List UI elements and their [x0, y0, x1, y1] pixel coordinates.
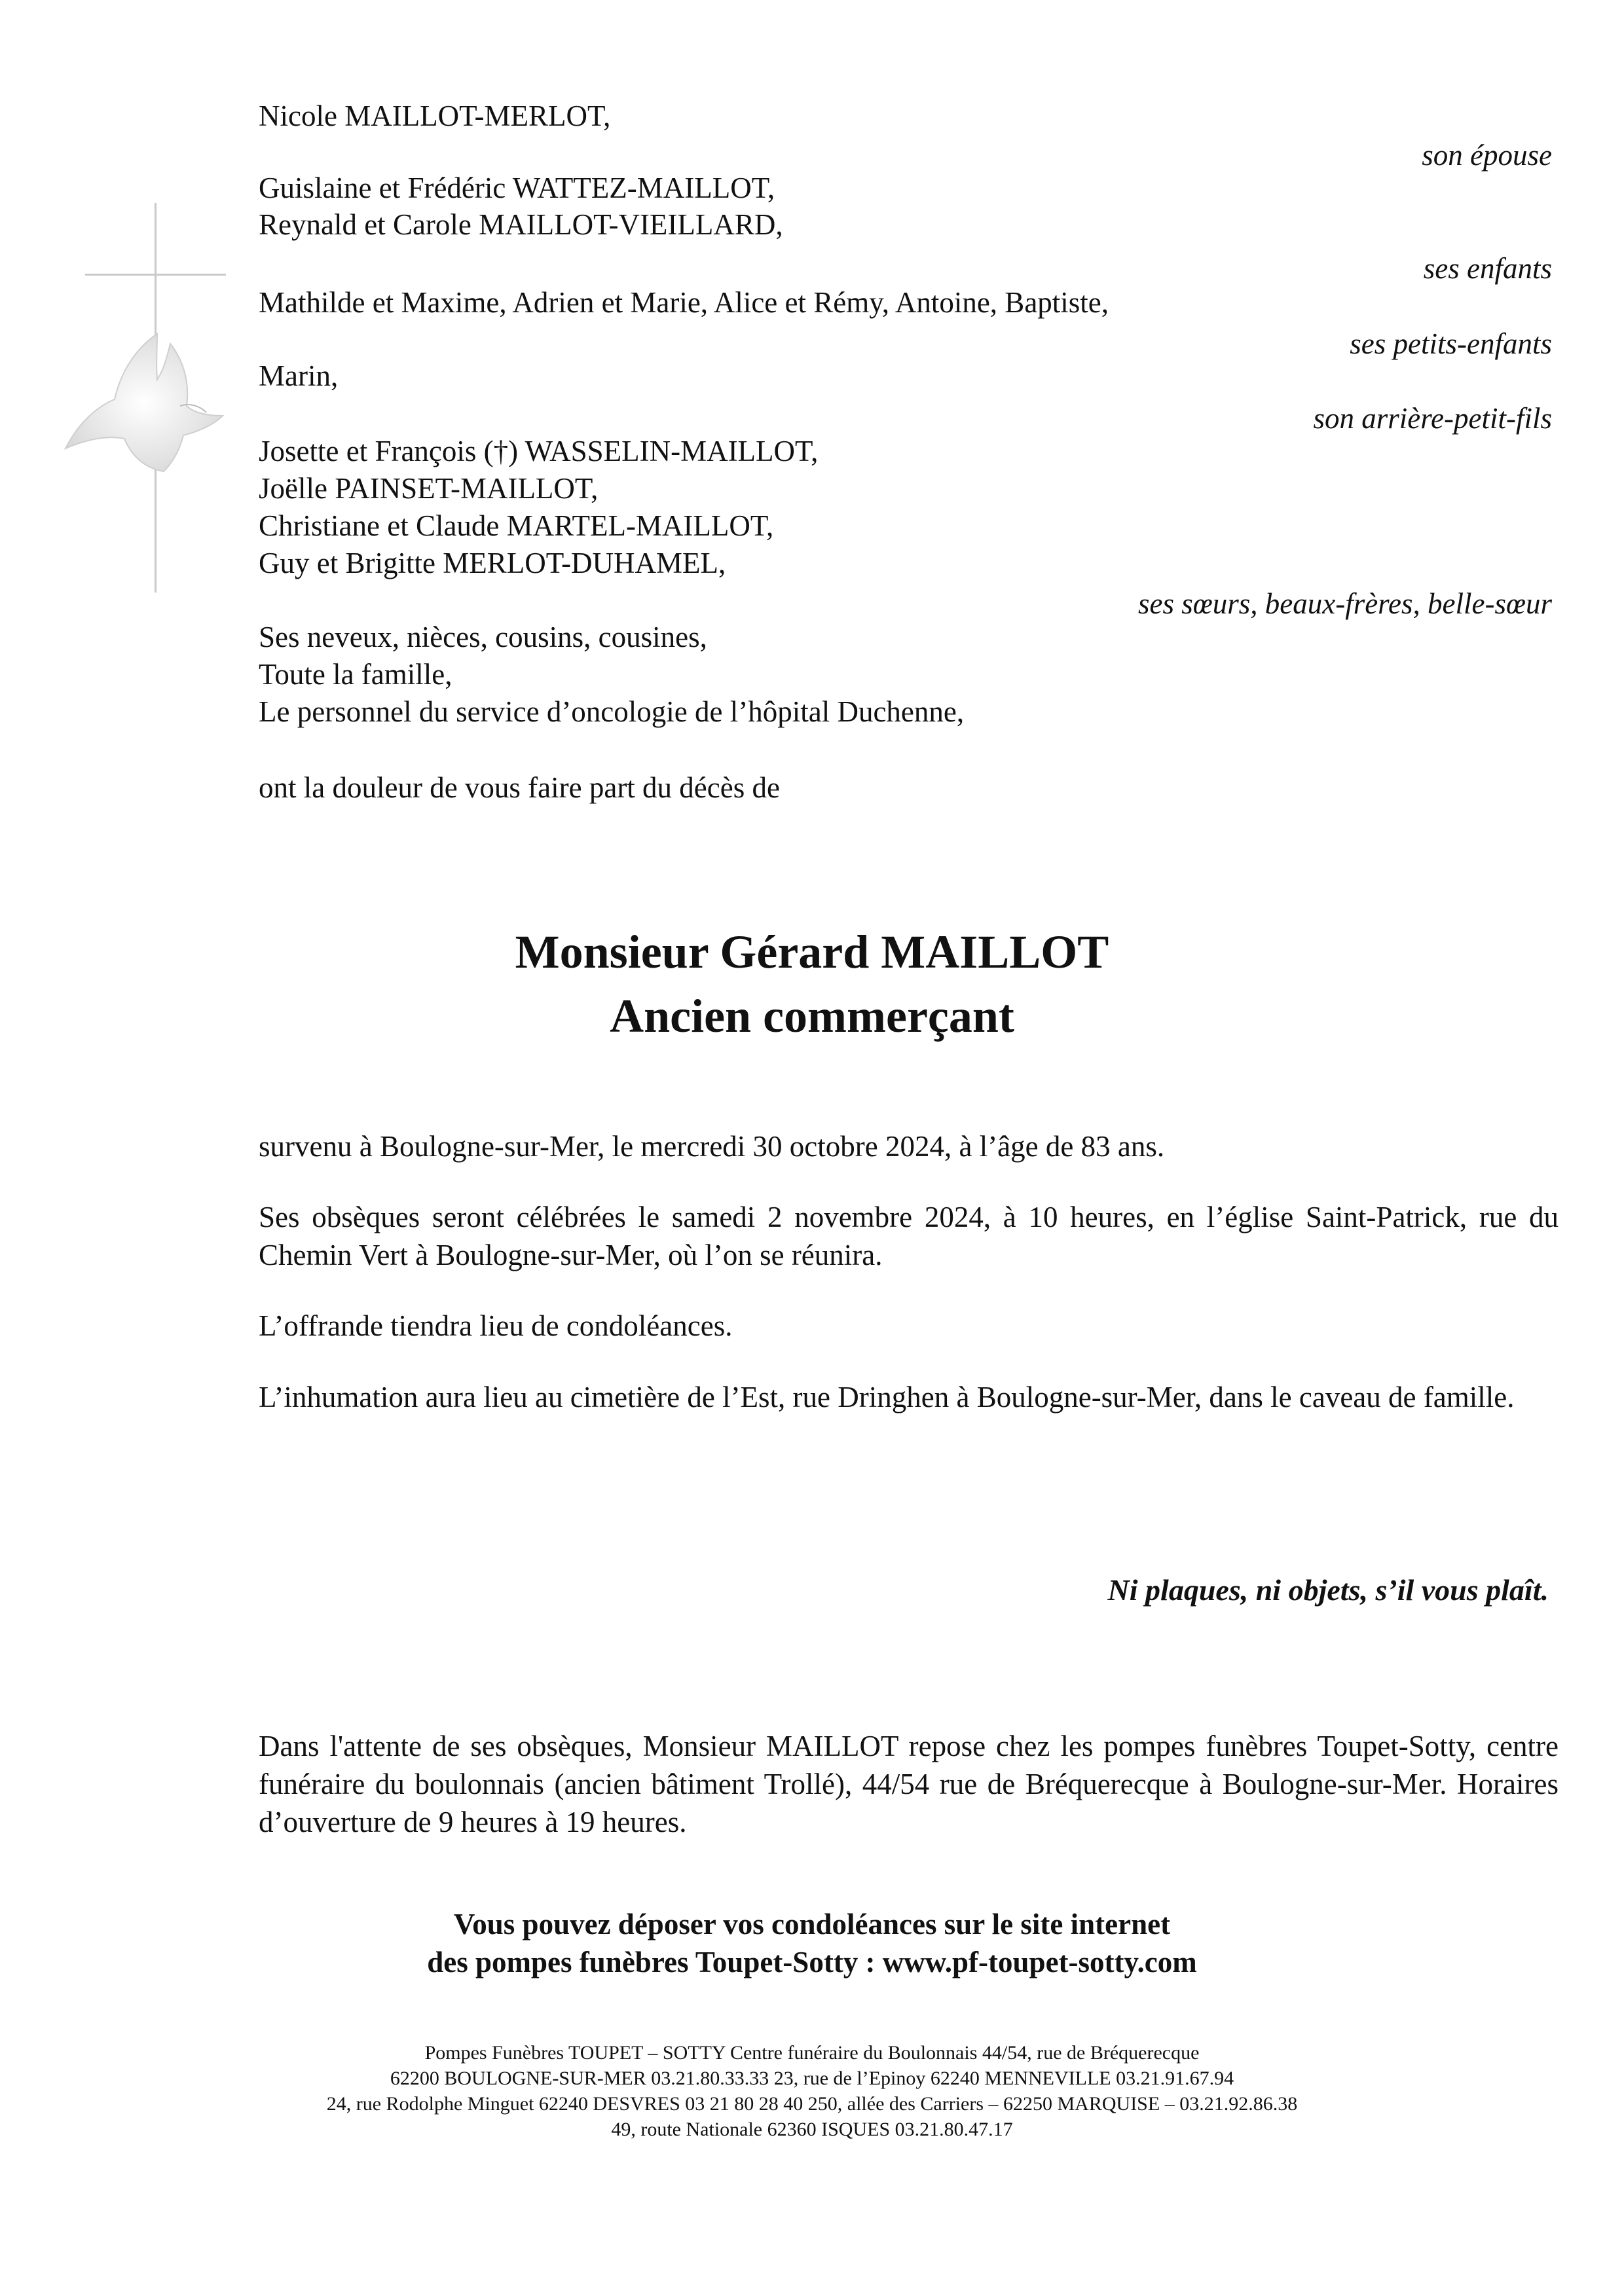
footer-line: 49, route Nationale 62360 ISQUES 03.21.80.47.17 — [611, 2119, 1013, 2140]
family-grandchildren-names: Mathilde et Maxime, Adrien et Marie, Alice et Rémy, Antoine, Baptiste, — [259, 286, 1109, 319]
dove-icon — [59, 308, 229, 504]
footer-line: Pompes Funèbres TOUPET – SOTTY Centre funéraire du Boulonnais 44/54, rue de Bréquerecque — [424, 2042, 1200, 2064]
family-great-grandchild-name: Marin, — [259, 359, 339, 392]
rest-paragraph: Dans l'attente de ses obsèques, Monsieur MAILLOT repose chez les pompes funèbres Toupet-Sotty, centre funéraire du boulonnais (ancien bâtiment Trollé), 44/54 rue de Bréquerecque à Boulogne-sur-Mer. Horaires d’ouverture de 9 heures à 19 heures. — [259, 1730, 1559, 1838]
family-spouse-name: Nicole MAILLOT-MERLOT, — [259, 100, 611, 132]
wish-notice: Ni plaques, ni objets, s’il vous plaît. — [1107, 1573, 1549, 1607]
family-others-line: Ses neveux, nièces, cousins, cousines, — [259, 621, 707, 653]
relation-siblings: ses sœurs, beaux-frères, belle-sœur — [1137, 587, 1552, 620]
offering-paragraph: L’offrande tiendra lieu de condoléances. — [259, 1309, 733, 1342]
family-sibling-name: Joëlle PAINSET-MAILLOT, — [259, 472, 599, 505]
deceased-title: Ancien commerçant — [610, 990, 1014, 1042]
relation-spouse: son épouse — [1422, 139, 1552, 172]
family-others-line: Toute la famille, — [259, 658, 452, 691]
family-sibling-name: Josette et François (†) WASSELIN-MAILLOT, — [259, 435, 819, 467]
footer-line: 24, rue Rodolphe Minguet 62240 DESVRES 03 21 80 28 40 250, allée des Carriers – 62250 MARQUISE – 03.21.92.86.38 — [326, 2093, 1298, 2115]
funeral-paragraph: Ses obsèques seront célébrées le samedi 2 novembre 2024, à 10 heures, en l’église Saint-Patrick, rue du Chemin Vert à Boulogne-sur-Mer, où l’on se réunira. — [259, 1201, 1559, 1271]
cross-icon-bar — [85, 274, 226, 276]
relation-grandchildren: ses petits-enfants — [1350, 327, 1552, 360]
family-child-name: Reynald et Carole MAILLOT-VIEILLARD, — [259, 208, 783, 241]
announcement-text: ont la douleur de vous faire part du décès de — [259, 771, 780, 804]
family-child-name: Guislaine et Frédéric WATTEZ-MAILLOT, — [259, 172, 775, 204]
condolences-website[interactable]: des pompes funèbres Toupet-Sotty : www.pf-toupet-sotty.com — [427, 1946, 1197, 1978]
family-sibling-name: Guy et Brigitte MERLOT-DUHAMEL, — [259, 547, 726, 579]
footer-line: 62200 BOULOGNE-SUR-MER 03.21.80.33.33 23, rue de l’Epinoy 62240 MENNEVILLE 03.21.91.67.94 — [390, 2068, 1234, 2089]
relation-children: ses enfants — [1423, 252, 1552, 285]
deceased-name: Monsieur Gérard MAILLOT — [515, 926, 1109, 978]
relation-great-grandchild: son arrière-petit-fils — [1313, 402, 1552, 435]
burial-paragraph: L’inhumation aura lieu au cimetière de l’Est, rue Dringhen à Boulogne-sur-Mer, dans le caveau de famille. — [259, 1381, 1515, 1413]
condolences-line-1: Vous pouvez déposer vos condoléances sur le site internet — [453, 1908, 1171, 1941]
death-paragraph: survenu à Boulogne-sur-Mer, le mercredi 30 octobre 2024, à l’âge de 83 ans. — [259, 1130, 1165, 1163]
family-sibling-name: Christiane et Claude MARTEL-MAILLOT, — [259, 509, 774, 542]
family-others-line: Le personnel du service d’oncologie de l’hôpital Duchenne, — [259, 695, 965, 728]
